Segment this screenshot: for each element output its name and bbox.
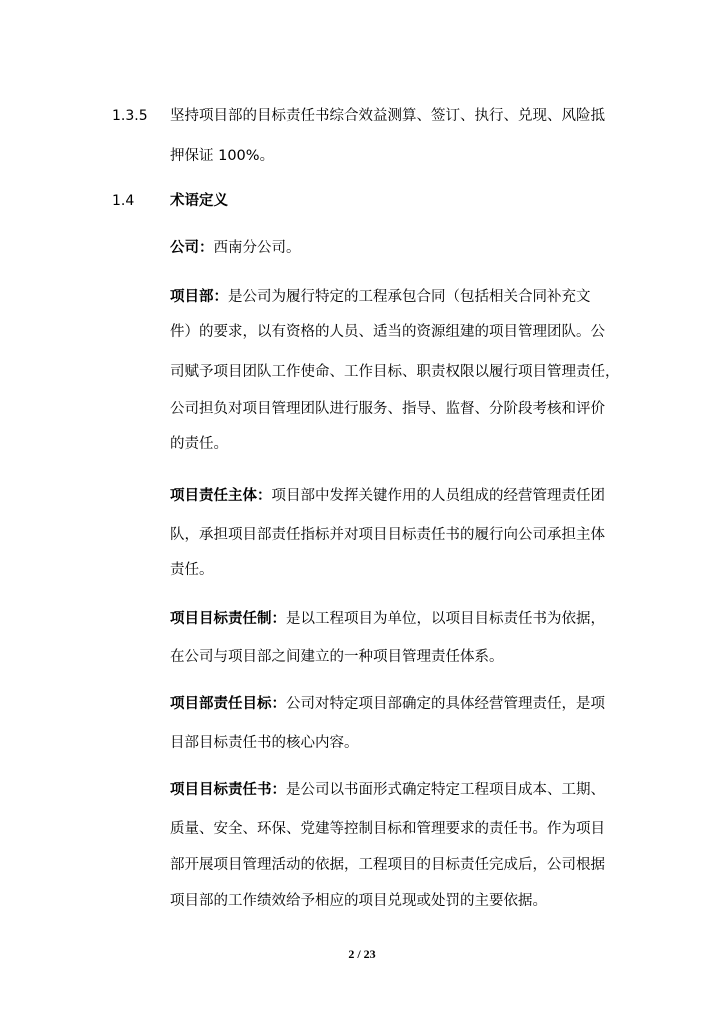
definition-term: 公司： (170, 240, 214, 256)
definition-text: 项目部中发挥关键作用的人员组成的经营管理责任团 (271, 488, 605, 504)
definition-text: 是公司以书面形式确定特定工程项目成本、工期、 (286, 782, 605, 798)
page-number: 2 / 23 (348, 947, 376, 961)
definition-term: 项目目标责任书： (170, 782, 286, 798)
paragraph-line: 目部目标责任书的核心内容。 (170, 735, 359, 751)
paragraph-line: 押保证 100%。 (170, 148, 275, 164)
paragraph-line: 项目部的工作绩效给予相应的项目兑现或处罚的主要依据。 (170, 893, 547, 909)
paragraph-line: 队，承担项目部责任指标并对项目目标责任书的履行向公司承担主体 (170, 527, 605, 543)
section-number: 1.3.5 (112, 108, 148, 124)
paragraph-line: 坚持项目部的目标责任书综合效益测算、签订、执行、兑现、风险抵 (170, 108, 605, 124)
definition-text: 公司对特定项目部确定的具体经营管理责任，是项 (286, 696, 605, 712)
definition-text: 是以工程项目为单位，以项目目标责任书为依据， (286, 611, 605, 627)
definition-text: 西南分公司。 (213, 240, 301, 256)
definition-company (170, 238, 301, 258)
paragraph-line: 公司担负对项目管理团队进行服务、指导、监督、分阶段考核和评价 (170, 401, 605, 417)
definition-target-book (170, 780, 605, 800)
paragraph-line: 的责任。 (170, 436, 228, 452)
section-number: 1.4 (112, 193, 135, 209)
definition-responsible-subject (170, 486, 605, 506)
definition-term: 项目部责任目标： (170, 696, 286, 712)
definition-dept-target (170, 694, 605, 714)
definition-target-system (170, 609, 605, 629)
definition-term: 项目目标责任制： (170, 611, 286, 627)
definition-text: 是公司为履行特定的工程承包合同（包括相关合同补充文 (228, 289, 591, 305)
definition-term: 项目部： (170, 289, 228, 305)
paragraph-line: 质量、安全、环保、党建等控制目标和管理要求的责任书。作为项目 (170, 821, 605, 837)
paragraph-line: 司赋予项目团队工作使命、工作目标、职责权限以履行项目管理责任， (170, 364, 620, 380)
paragraph-line: 责任。 (170, 562, 214, 578)
paragraph-line: 部开展项目管理活动的依据，工程项目的目标责任完成后，公司根据 (170, 857, 605, 873)
paragraph-line: 件）的要求，以有资格的人员、适当的资源组建的项目管理团队。公 (170, 324, 605, 340)
paragraph-line: 在公司与项目部之间建立的一种项目管理责任体系。 (170, 649, 504, 665)
definition-term: 项目责任主体： (170, 488, 272, 504)
section-heading: 术语定义 (170, 193, 228, 209)
definition-project-dept (170, 287, 591, 307)
